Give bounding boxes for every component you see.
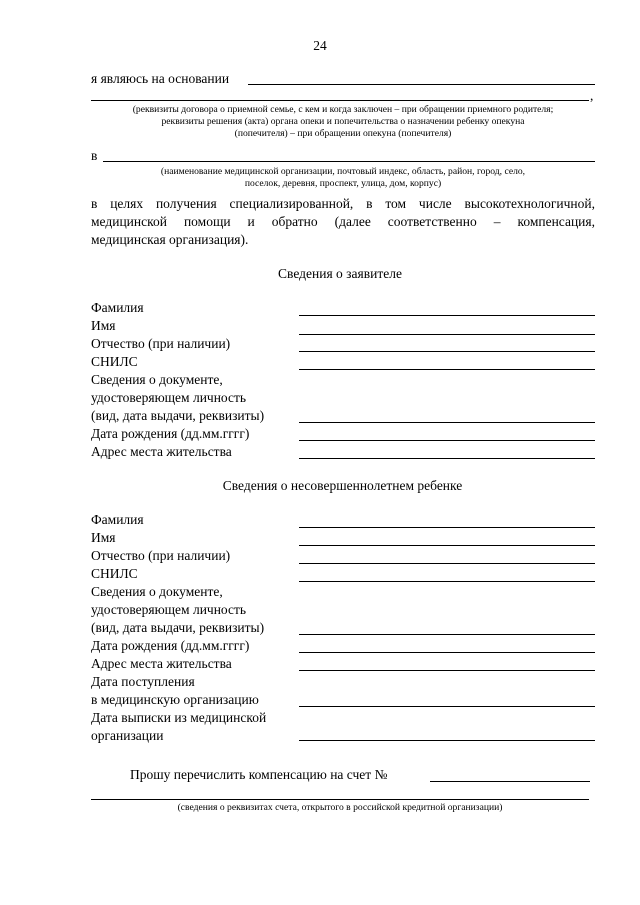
applicant-doc-label-2: удостоверяющем личность — [91, 390, 247, 405]
child-address-label: Адрес места жительства — [91, 656, 232, 671]
applicant-patronymic-input[interactable] — [299, 351, 595, 352]
trailing-comma: , — [590, 88, 594, 103]
child-discharge-label-2: организации — [91, 728, 164, 743]
child-discharge-label-1: Дата выписки из медицинской — [91, 710, 267, 725]
child-doc-label-2: удостоверяющем личность — [91, 602, 247, 617]
basis-input-line-2[interactable] — [91, 100, 589, 101]
org-caption-1: (наименование медицинской организации, почтовый индекс, область, район, город, село, — [160, 166, 526, 177]
child-surname-label: Фамилия — [91, 512, 144, 527]
child-birthdate-label: Дата рождения (дд.мм.гггг) — [91, 638, 250, 653]
child-admission-label-1: Дата поступления — [91, 674, 195, 689]
basis-label: я являюсь на основании — [91, 71, 230, 86]
child-patronymic-label: Отчество (при наличии) — [91, 548, 231, 563]
applicant-snils-input[interactable] — [299, 369, 595, 370]
basis-caption-3: (попечителя) – при обращении опекуна (попечителя) — [234, 128, 452, 139]
org-input-line[interactable] — [103, 161, 595, 162]
in-label: в — [91, 148, 98, 163]
applicant-name-input[interactable] — [299, 334, 595, 335]
child-admission-label-2: в медицинскую организацию — [91, 692, 259, 707]
purpose-line-3: медицинская организация). — [91, 232, 249, 247]
child-doc-label-1: Сведения о документе, — [91, 584, 223, 599]
child-birthdate-input[interactable] — [299, 652, 595, 653]
applicant-surname-label: Фамилия — [91, 300, 144, 315]
account-number-input[interactable] — [430, 781, 590, 782]
child-admission-input[interactable] — [299, 706, 595, 707]
applicant-doc-input[interactable] — [299, 422, 595, 423]
child-snils-label: СНИЛС — [91, 566, 138, 581]
applicant-name-label: Имя — [91, 318, 116, 333]
applicant-birthdate-input[interactable] — [299, 440, 595, 441]
applicant-doc-label-1: Сведения о документе, — [91, 372, 223, 387]
applicant-doc-label-3: (вид, дата выдачи, реквизиты) — [91, 408, 265, 423]
transfer-request-label: Прошу перечислить компенсацию на счет № — [130, 767, 388, 782]
purpose-line-1: в целях получения специализированной, в том числе высокотехнологичной, — [91, 196, 595, 211]
basis-caption-1: (реквизиты договора о приемной семье, с кем и когда заключен – при обращении приемного родителя; — [132, 104, 554, 115]
page-number: 24 — [313, 38, 327, 53]
child-doc-label-3: (вид, дата выдачи, реквизиты) — [91, 620, 265, 635]
account-details-input[interactable] — [91, 799, 589, 800]
basis-caption-2: реквизиты решения (акта) органа опеки и попечительства о назначении ребенку опекуна — [161, 116, 525, 127]
basis-input-line[interactable] — [248, 84, 595, 85]
applicant-heading: Сведения о заявителе — [278, 266, 402, 281]
account-caption: (сведения о реквизитах счета, открытого в российской кредитной организации) — [177, 802, 503, 813]
applicant-address-input[interactable] — [299, 458, 595, 459]
child-name-label: Имя — [91, 530, 116, 545]
child-patronymic-input[interactable] — [299, 563, 595, 564]
child-surname-input[interactable] — [299, 527, 595, 528]
child-heading: Сведения о несовершеннолетнем ребенке — [222, 478, 463, 493]
applicant-address-label: Адрес места жительства — [91, 444, 232, 459]
applicant-snils-label: СНИЛС — [91, 354, 138, 369]
child-address-input[interactable] — [299, 670, 595, 671]
applicant-patronymic-label: Отчество (при наличии) — [91, 336, 231, 351]
purpose-line-2: медицинской помощи и обратно (далее соответственно – компенсация, — [91, 214, 595, 229]
child-doc-input[interactable] — [299, 634, 595, 635]
applicant-birthdate-label: Дата рождения (дд.мм.гггг) — [91, 426, 250, 441]
child-snils-input[interactable] — [299, 581, 595, 582]
applicant-surname-input[interactable] — [299, 315, 595, 316]
child-discharge-input[interactable] — [299, 740, 595, 741]
child-name-input[interactable] — [299, 545, 595, 546]
org-caption-2: поселок, деревня, проспект, улица, дом, корпус) — [244, 178, 442, 189]
